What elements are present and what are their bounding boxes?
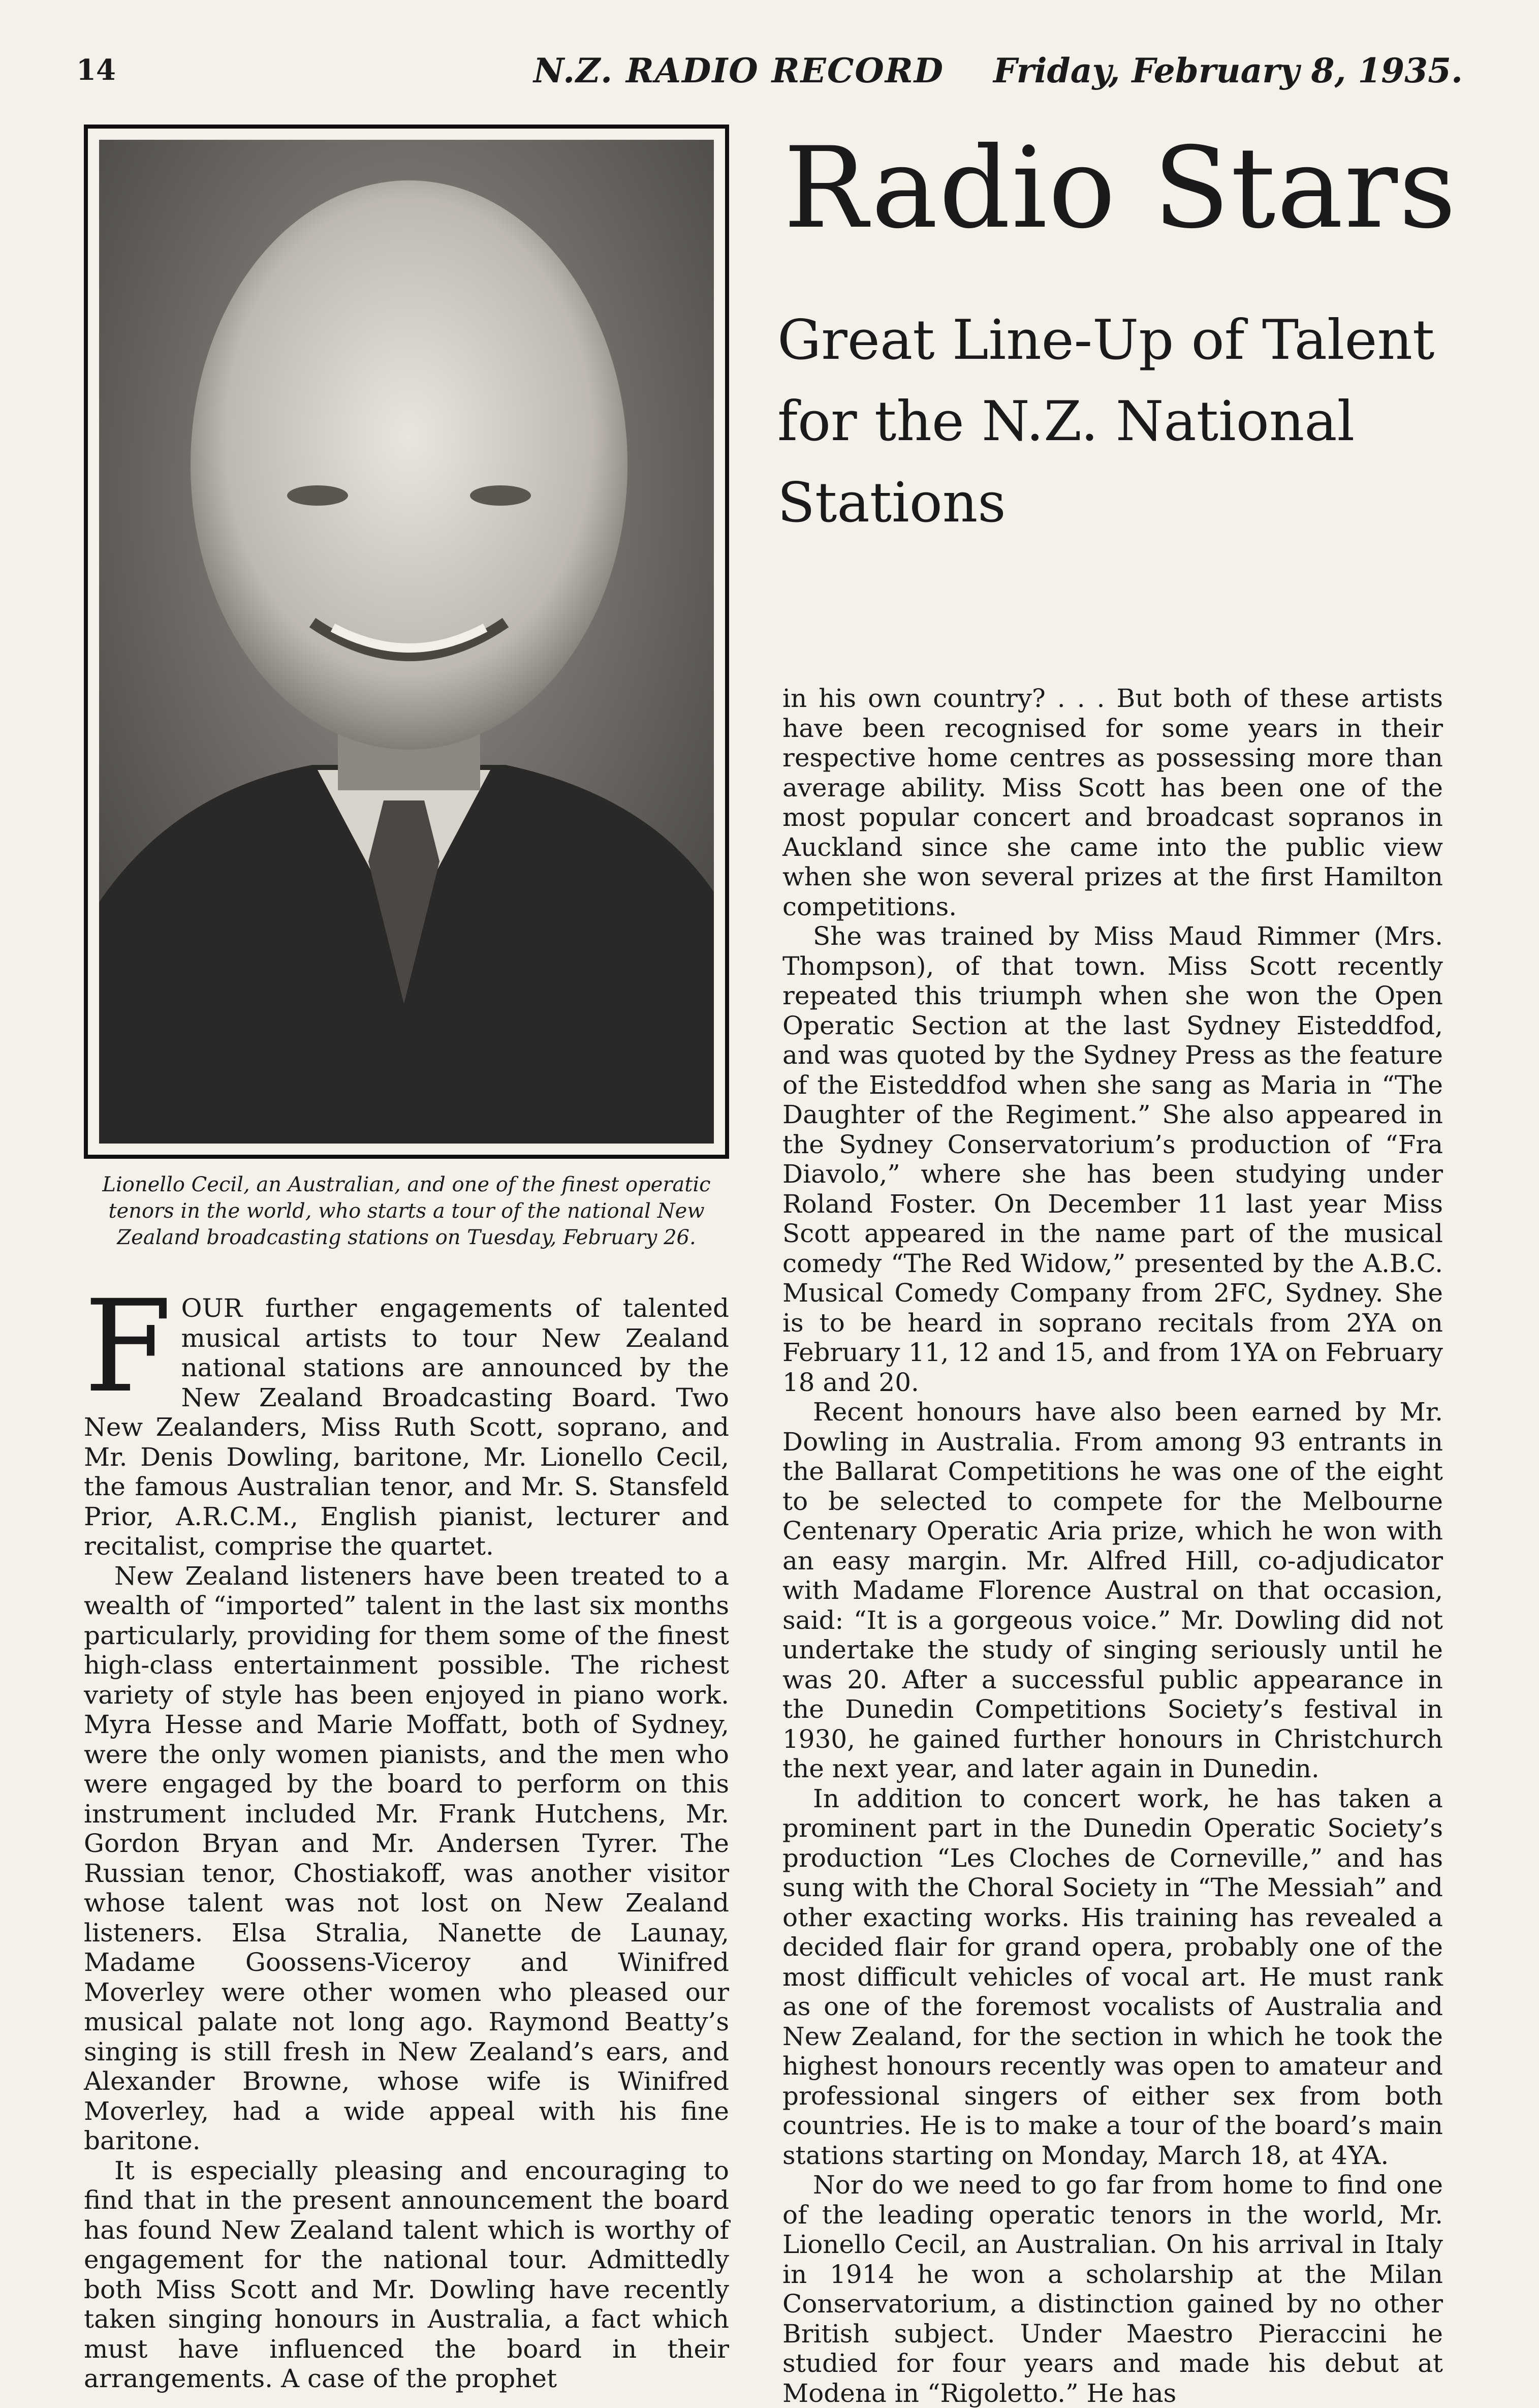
article-column-right [782, 684, 1443, 2408]
issue-date: Friday, February 8, 1935. [993, 51, 1463, 90]
drop-cap: F [84, 1273, 172, 1421]
article-paragraph: She was trained by Miss Maud Rimmer (Mrs. Thompson), of that town. Miss Scott recently repeated this triumph when she won the Open Operatic Section at the last Sydney Eisteddfod, and was quoted by the Sydney Press as the feature of the Eisteddfod when she sang as Maria in “The Daughter of the Regiment.” She also appeared in the Sydney Conservatorium’s production of “Fra Diavolo,” where she has been studying under Roland Foster. On December 11 last year Miss Scott appeared in the name part of the musical comedy “The Red Widow,” presented by the A.B.C. Musical Comedy Company from 2FC, Sydney. She is to be heard in soprano recitals from 2YA on February 11, 12 and 15, and from 1YA on February 18 and 20. [782, 921, 1443, 1397]
portrait-image [99, 140, 714, 1144]
portrait-photo [84, 125, 729, 1159]
photo-caption: Lionello Cecil, an Australian, and one of the finest operatic tenors in the world, who starts a tour of the national New Zealand broadcasting stations on Tuesday, February 26. [102, 1173, 711, 1249]
article-column-left [84, 1273, 729, 2394]
article-paragraph: New Zealand listeners have been treated to a wealth of “imported” talent in the last six months particularly, providing for them some of the finest high-class entertainment possible. The richest variety of style has been enjoyed in piano work. Myra Hesse and Marie Moffatt, both of Sydney, were the only women pianists, and the men who were engaged by the board to perform on this instrument included Mr. Frank Hutchens, Mr. Gordon Bryan and Mr. Andersen Tyrer. The Russian tenor, Chostiakoff, was another visitor whose talent was not lost on New Zealand listeners. Elsa Stralia, Nanette de Launay, Madame Goossens-Viceroy and Winifred Moverley were other women who pleased our musical palate not long ago. Raymond Beatty’s singing is still fresh in New Zealand’s ears, and Alexander Browne, whose wife is Winifred Moverley, had a wide appeal with his fine baritone. [84, 1561, 729, 2155]
article-paragraph [84, 1273, 729, 1561]
article-paragraph: In addition to concert work, he has taken a prominent part in the Dunedin Operatic Society’s production “Les Cloches de Corneville,” and has sung with the Choral Society in “The Messiah” and other exacting works. His training has revealed a decided flair for grand opera, probably one of the most difficult vehicles of vocal art. He must rank as one of the foremost vocalists of Australia and New Zealand, for the section in which he took the highest honours recently was open to amateur and professional singers of either sex from both countries. He is to make a tour of the board’s main stations starting on Monday, March 18, at 4YA. [782, 1783, 1443, 2170]
article-headline: Radio Stars [783, 123, 1457, 253]
article-paragraph: Nor do we need to go far from home to find one of the leading operatic tenors in the world, Mr. Lionello Cecil, an Australian. On his arrival in Italy in 1914 he won a scholarship at the Milan Conservatorium, a distinction gained by no other British subject. Under Maestro Pieraccini he studied for four years and made his debut at Modena in “Rigoletto.” He has [782, 2170, 1443, 2408]
publication-name: N.Z. RADIO RECORD [533, 51, 944, 90]
page-header [76, 48, 1463, 94]
article-subheadline: Great Line-Up of Talent for the N.Z. National Stations [777, 308, 1435, 535]
article-paragraph: Recent honours have also been earned by Mr. Dowling in Australia. From among 93 entrants in the Ballarat Competitions he was one of the eight to be selected to compete for the Melbourne Centenary Operatic Aria prize, which he won with an easy margin. Mr. Alfred Hill, co-adjudicator with Madame Florence Austral on that occasion, said: “It is a gorgeous voice.” Mr. Dowling did not undertake the study of singing seriously until he was 20. After a successful public appearance in the Dunedin Competitions Society’s festival in 1930, he gained further honours in Christchurch the next year, and later again in Dunedin. [782, 1397, 1443, 1783]
article-paragraph: It is especially pleasing and encouraging to find that in the present announcement the board has found New Zealand talent which is worthy of engagement for the national tour. Admittedly both Miss Scott and Mr. Dowling have recently taken singing honours in Australia, a fact which must have influenced the board in their arrangements. A case of the prophet [84, 2155, 729, 2393]
article-paragraph: in his own country? . . . But both of these artists have been recognised for some years in their respective home centres as possessing more than average ability. Miss Scott has been one of the most popular concert and broadcast sopranos in Auckland since she came into the public view when she won several prizes at the first Hamilton competitions. [782, 684, 1443, 921]
page-number: 14 [76, 53, 116, 87]
paragraph-text: OUR further engagements of talented musical artists to tour New Zealand national stations are announced by the New Zealand Broadcasting Board. Two New Zealanders, Miss Ruth Scott, soprano, and Mr. Denis Dowling, baritone, Mr. Lionello Cecil, the famous Australian tenor, and Mr. S. Stansfeld Prior, A.R.C.M., English pianist, lecturer and recitalist, comprise the quartet. [84, 1293, 729, 1561]
